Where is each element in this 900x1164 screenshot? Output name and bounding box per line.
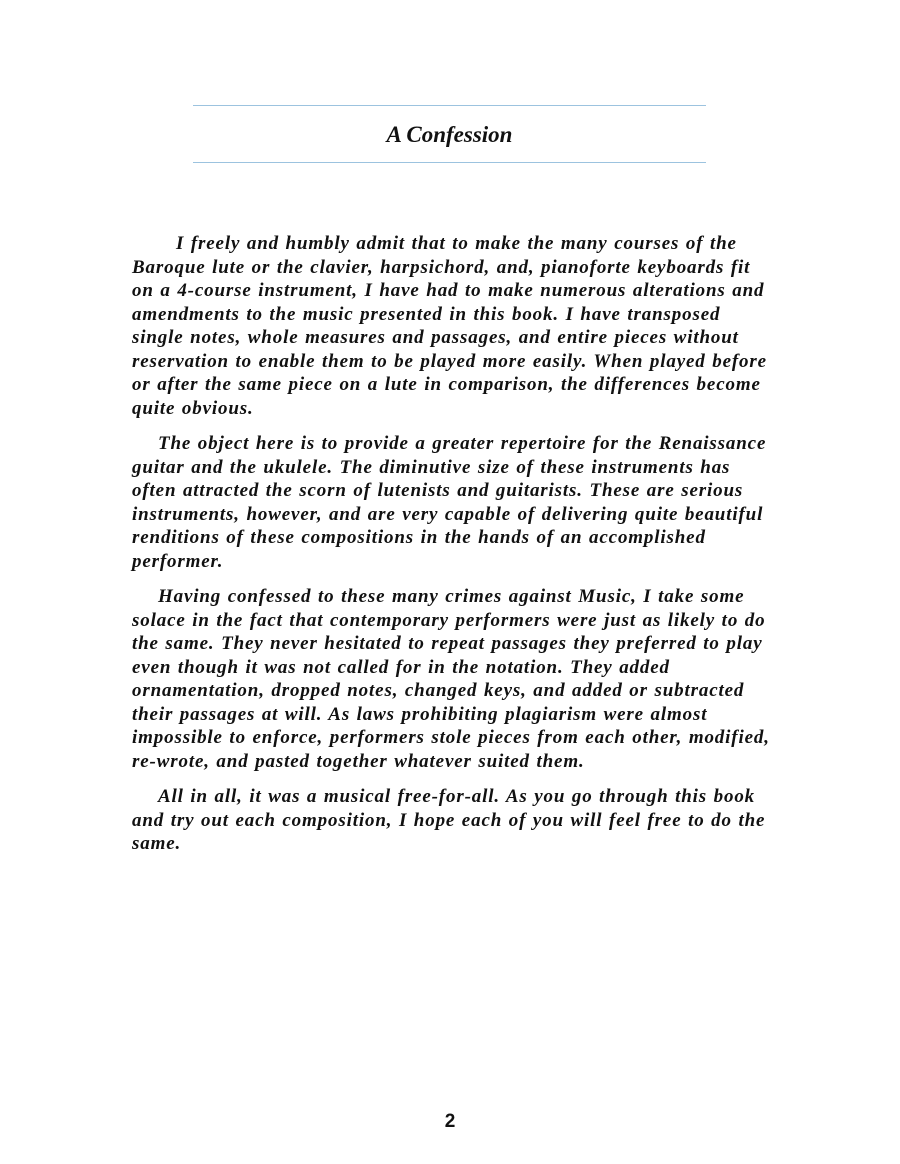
paragraph-4: All in all, it was a musical free-for-all. As you go through this book and try out each composition, I hope each of you will feel free to do the same. <box>132 786 766 854</box>
title-rule-bottom <box>193 162 706 163</box>
paragraph-1: I freely and humbly admit that to make the many courses of the Baroque lute or the clavier, harpsichord, and, pianoforte keyboards fit on a 4-course instrument, I have had to make numerous alterations and amendments to the music presented in this book. I have transposed single notes, whole measures and passages, and entire pieces without reservation to enable them to be played more easily. When played before or after the same piece on a lute in comparison, the differences become quite obvious. <box>132 233 767 419</box>
page-number: 2 <box>444 1111 456 1132</box>
body-text <box>132 232 772 868</box>
title-rule-top <box>193 105 706 106</box>
paragraph-2: The object here is to provide a greater repertoire for the Renaissance guitar and the ukulele. The diminutive size of these instruments has often attracted the scorn of lutenists and guitarists. These are serious instruments, however, and are very capable of delivering quite beautiful renditions of these compositions in the hands of an accomplished performer. <box>132 433 767 572</box>
paragraph-3: Having confessed to these many crimes against Music, I take some solace in the fact that contemporary performers were just as likely to do the same. They never hesitated to repeat passages they preferred to play even though it was not called for in the notation. They added ornamentation, dropped notes, changed keys, and added or subtracted their passages at will. As laws prohibiting plagiarism were almost impossible to enforce, performers stole pieces from each other, modified, re-wrote, and pasted together whatever suited them. <box>132 586 770 772</box>
page-title: A Confession <box>386 122 513 147</box>
